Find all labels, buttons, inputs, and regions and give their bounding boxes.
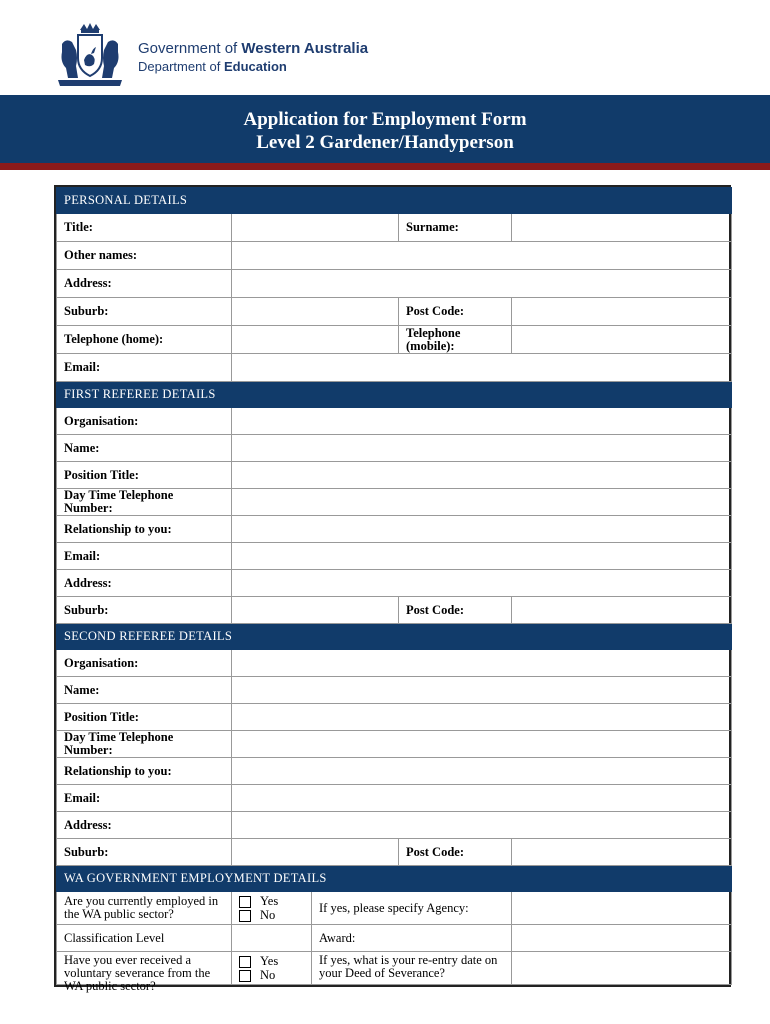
title-label: Title: (57, 214, 232, 242)
referee2-suburb-label: Suburb: (57, 839, 232, 866)
suburb-field[interactable] (232, 298, 399, 326)
referee2-relationship-field[interactable] (232, 758, 732, 785)
surname-label: Surname: (399, 214, 512, 242)
referee2-position-field[interactable] (232, 704, 732, 731)
referee2-post-code-field[interactable] (512, 839, 732, 866)
surname-field[interactable] (512, 214, 732, 242)
email-field[interactable] (232, 354, 732, 382)
classification-label: Classification Level (57, 925, 232, 952)
wa-crest-icon (54, 22, 126, 88)
severance-yes-label: Yes (260, 953, 279, 968)
referee2-suburb-field[interactable] (232, 839, 399, 866)
agency-field[interactable] (512, 892, 732, 925)
employed-no-checkbox[interactable] (239, 910, 251, 922)
severance-options (232, 952, 312, 985)
referee1-address-label: Address: (57, 570, 232, 597)
referee1-email-field[interactable] (232, 543, 732, 570)
employed-question: Are you currently employed in the WA public sector? (57, 892, 232, 925)
department-name: Department of Education (138, 59, 287, 74)
referee2-phone-label: Day Time Telephone Number: (57, 731, 232, 758)
classification-field[interactable] (232, 925, 312, 952)
referee1-post-code-field[interactable] (512, 597, 732, 624)
referee1-organisation-field[interactable] (232, 408, 732, 435)
referee1-position-field[interactable] (232, 462, 732, 489)
title-field[interactable] (232, 214, 399, 242)
government-name: Government of Western Australia (138, 40, 369, 57)
other-names-label: Other names: (57, 242, 232, 270)
severance-no-label: No (260, 968, 276, 982)
referee2-organisation-label: Organisation: (57, 650, 232, 677)
referee1-email-label: Email: (57, 543, 232, 570)
specify-agency-label: If yes, please specify Agency: (312, 892, 512, 925)
severance-yes-checkbox[interactable] (239, 956, 251, 968)
referee2-name-field[interactable] (232, 677, 732, 704)
referee2-name-label: Name: (57, 677, 232, 704)
severance-no-checkbox[interactable] (239, 970, 251, 982)
award-field[interactable] (512, 925, 732, 952)
form-subtitle: Level 2 Gardener/Handyperson (256, 132, 514, 153)
employed-no-label: No (260, 908, 276, 922)
referee2-address-field[interactable] (232, 812, 732, 839)
referee2-post-code-label: Post Code: (399, 839, 512, 866)
section-second-referee: SECOND REFEREE DETAILS (57, 624, 732, 650)
suburb-label: Suburb: (57, 298, 232, 326)
other-names-field[interactable] (232, 242, 732, 270)
employed-yes-label: Yes (260, 893, 279, 908)
email-label: Email: (57, 354, 232, 382)
referee1-relationship-field[interactable] (232, 516, 732, 543)
address-field[interactable] (232, 270, 732, 298)
award-label: Award: (312, 925, 512, 952)
referee2-relationship-label: Relationship to you: (57, 758, 232, 785)
referee1-post-code-label: Post Code: (399, 597, 512, 624)
employed-options (232, 892, 312, 925)
post-code-field[interactable] (512, 298, 732, 326)
referee1-relationship-label: Relationship to you: (57, 516, 232, 543)
referee1-suburb-label: Suburb: (57, 597, 232, 624)
severance-question: Have you ever received a voluntary severance from the WA public sector? (57, 952, 232, 985)
referee1-name-label: Name: (57, 435, 232, 462)
referee2-email-field[interactable] (232, 785, 732, 812)
referee1-phone-field[interactable] (232, 489, 732, 516)
referee1-organisation-label: Organisation: (57, 408, 232, 435)
referee2-position-label: Position Title: (57, 704, 232, 731)
reentry-label: If yes, what is your re-entry date on your Deed of Severance? (312, 952, 512, 985)
referee1-phone-label: Day Time Telephone Number: (57, 489, 232, 516)
section-wa-government: WA GOVERNMENT EMPLOYMENT DETAILS (57, 866, 732, 892)
referee1-position-label: Position Title: (57, 462, 232, 489)
referee1-address-field[interactable] (232, 570, 732, 597)
application-form (54, 185, 731, 993)
telephone-home-field[interactable] (232, 326, 399, 354)
telephone-home-label: Telephone (home): (57, 326, 232, 354)
address-label: Address: (57, 270, 232, 298)
telephone-mobile-field[interactable] (512, 326, 732, 354)
referee2-organisation-field[interactable] (232, 650, 732, 677)
referee1-suburb-field[interactable] (232, 597, 399, 624)
referee2-phone-field[interactable] (232, 731, 732, 758)
section-personal-details: PERSONAL DETAILS (57, 188, 732, 214)
telephone-mobile-label: Telephone (mobile): (399, 326, 512, 354)
post-code-label: Post Code: (399, 298, 512, 326)
section-first-referee: FIRST REFEREE DETAILS (57, 382, 732, 408)
government-logo (54, 22, 414, 88)
reentry-date-field[interactable] (512, 952, 732, 985)
referee2-address-label: Address: (57, 812, 232, 839)
banner-stripe (0, 163, 770, 170)
referee1-name-field[interactable] (232, 435, 732, 462)
form-title: Application for Employment Form (243, 109, 527, 130)
employed-yes-checkbox[interactable] (239, 896, 251, 908)
referee2-email-label: Email: (57, 785, 232, 812)
